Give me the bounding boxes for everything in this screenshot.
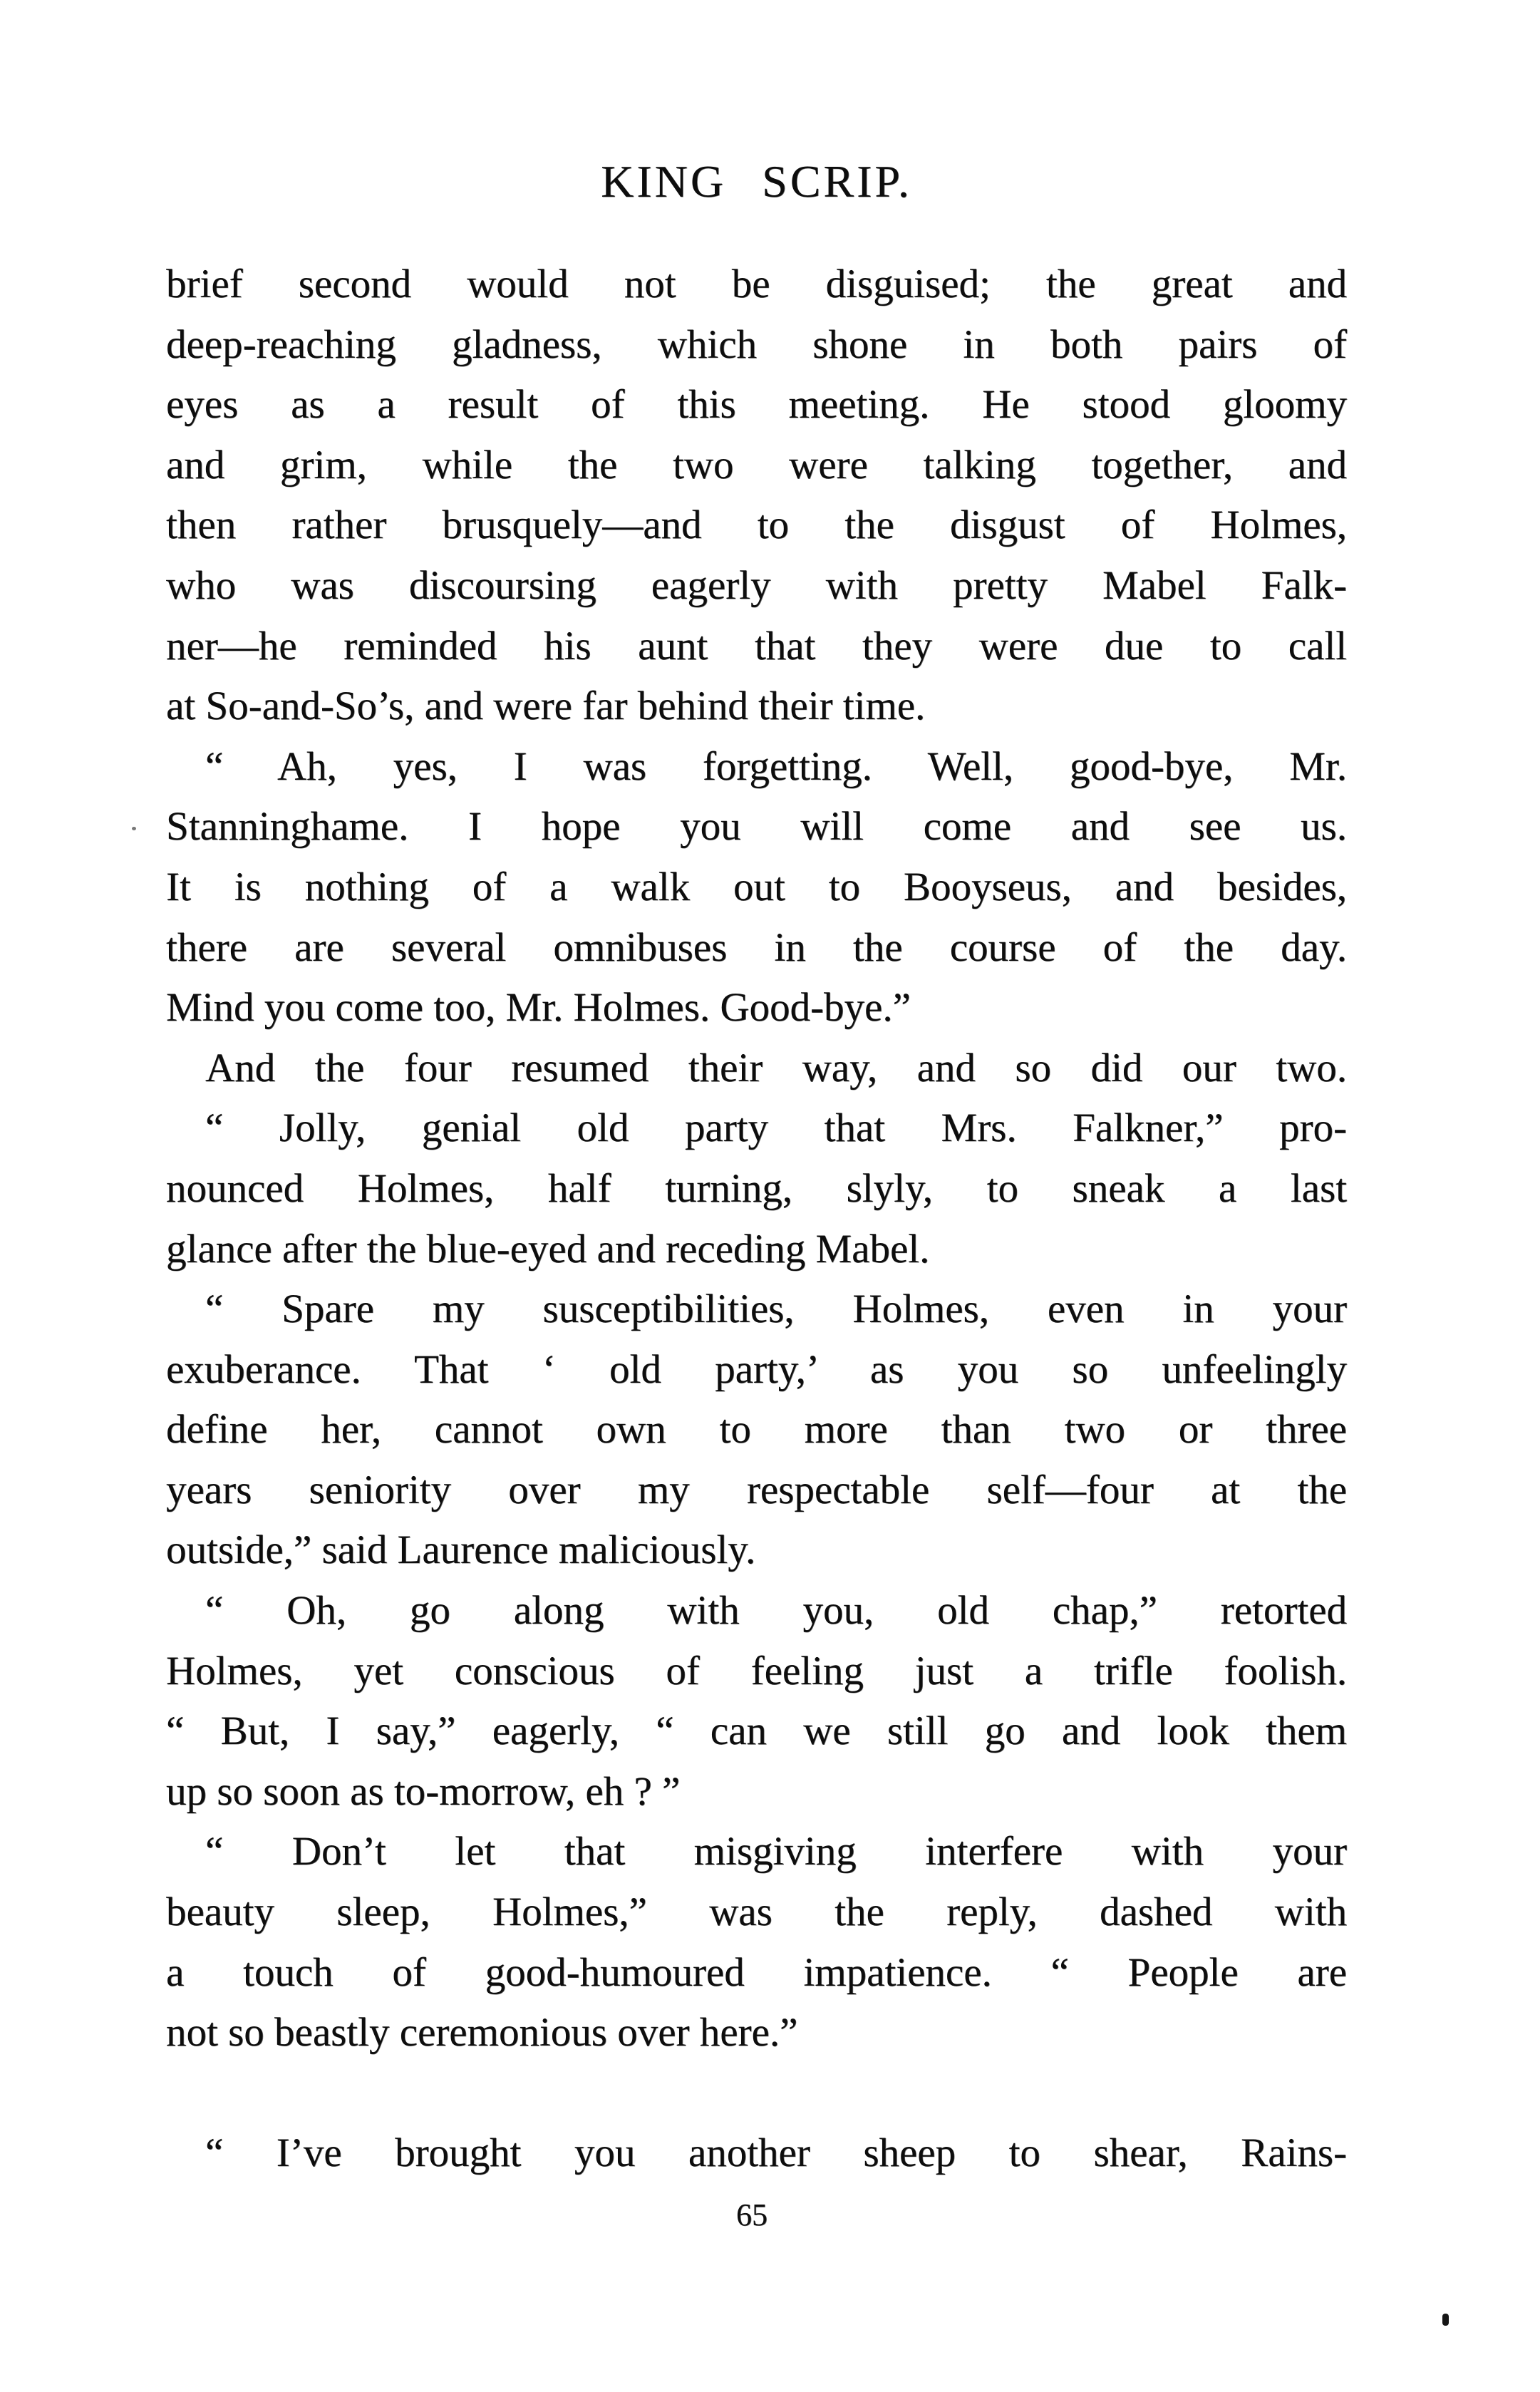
text-line: brief second would not be disguised; the great and: [166, 262, 1347, 306]
page-number: 65: [736, 2197, 768, 2232]
text-line: “ I’ve brought you another sheep to shear, Rains-: [205, 2130, 1347, 2176]
text-line: “ Don’t let that misgiving interfere with your: [205, 1829, 1347, 1875]
text-line: then rather brusquely—and to the disgust of Holmes,: [166, 502, 1347, 548]
text-line: “ Oh, go along with you, old chap,” retorted: [205, 1588, 1347, 1634]
text-line: It is nothing of a walk out to Booyseus, and besides,: [166, 864, 1347, 909]
page-title: KING SCRIP.: [601, 156, 912, 207]
text-line: Stanninghame. I hope you will come and see us.: [166, 804, 1347, 850]
text-line: outside,” said Laurence maliciously.: [166, 1527, 756, 1573]
text-line: eyes as a result of this meeting. He stood gloomy: [166, 382, 1347, 428]
text-line: and grim, while the two were talking together, and: [166, 442, 1347, 488]
print-artifact-dot: [132, 827, 136, 830]
text-line: years seniority over my respectable self—four at the: [166, 1467, 1347, 1512]
text-line: “ Ah, yes, I was forgetting. Well, good-bye, Mr.: [205, 743, 1347, 789]
text-line: exuberance. That ‘ old party,’ as you so unfeelingly: [166, 1346, 1347, 1392]
text-line: who was discoursing eagerly with pretty Mabel Falk-: [166, 562, 1347, 608]
text-line: define her, cannot own to more than two or three: [166, 1407, 1347, 1453]
text-line: ner—he reminded his aunt that they were due to call: [166, 623, 1347, 669]
text-line: there are several omnibuses in the course of the day.: [166, 924, 1347, 970]
text-line: beauty sleep, Holmes,” was the reply, dashed with: [166, 1890, 1347, 1935]
text-line: deep-reaching gladness, which shone in both pairs of: [166, 321, 1347, 367]
text-line: “ Spare my susceptibilities, Holmes, even in your: [205, 1287, 1347, 1332]
text-line: Holmes, yet conscious of feeling just a trifle foolish.: [166, 1648, 1347, 1694]
text-line: “ Jolly, genial old party that Mrs. Falkner,” pro-: [205, 1105, 1347, 1151]
paragraph-gap: [166, 2063, 1347, 2124]
text-line: a touch of good-humoured impatience. “ People are: [166, 1949, 1347, 1995]
print-artifact-dot: [1442, 2314, 1449, 2326]
text-line: at So-and-So’s, and were far behind their time.: [166, 684, 926, 729]
text-line: up so soon as to-morrow, eh ? ”: [166, 1768, 681, 1814]
body-text: [166, 254, 1347, 2184]
text-line: Mind you come too, Mr. Holmes. Good-bye.”: [166, 985, 911, 1031]
text-line: “ But, I say,” eagerly, “ can we still go and look them: [166, 1708, 1347, 1754]
text-line: glance after the blue-eyed and receding Mabel.: [166, 1226, 930, 1272]
text-line: And the four resumed their way, and so did our two.: [205, 1045, 1347, 1091]
text-line: nounced Holmes, half turning, slyly, to sneak a last: [166, 1165, 1347, 1211]
text-line: not so beastly ceremonious over here.”: [166, 2010, 798, 2056]
